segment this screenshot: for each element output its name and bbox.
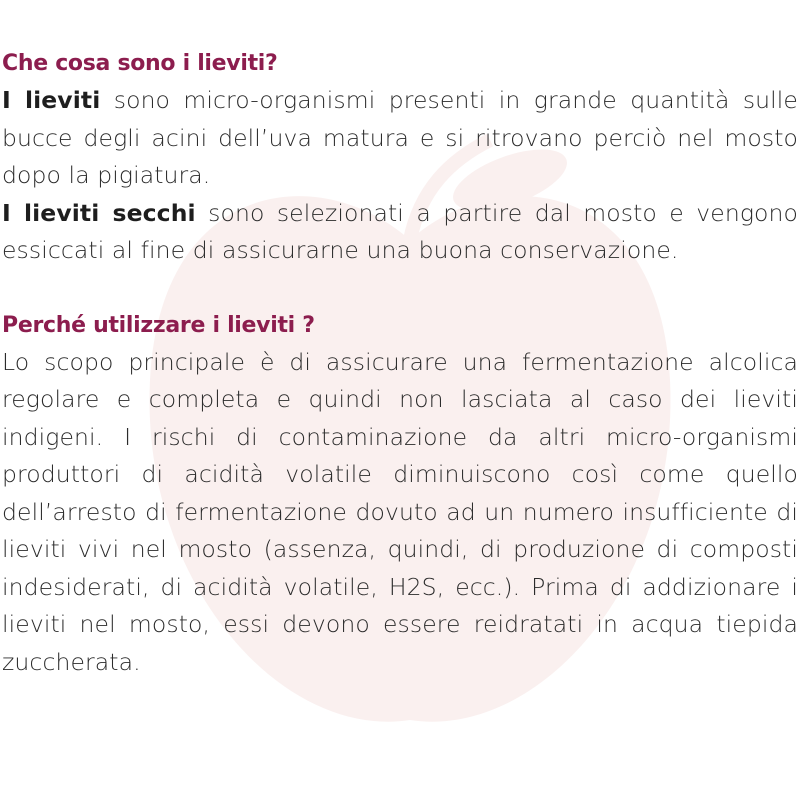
section-spacer [2, 270, 798, 308]
paragraph-dry-yeasts [2, 195, 798, 270]
paragraph-text: Lo scopo principale è di assicurare una fermentazione alcolica regolare e completa e quindi non lasciata al caso dei lieviti indigeni. I rischi di contaminazione da altri micro-organismi produttori di acidità volatile diminuiscono così come quello dell’arresto di fermentazione dovuto ad un numero insufficiente di lieviti vivi nel mosto (assenza, quindi, di produzione di composti indesiderati, di acidità volatile, H2S, ecc.). Prima di addizionare i lieviti nel mosto, essi devono essere reidratati in acqua tiepida zuccherata. [2, 347, 798, 676]
paragraph-why-use-yeasts [2, 344, 798, 682]
section-heading-what-are-yeasts: Che cosa sono i lieviti? [2, 51, 278, 76]
paragraph-text: sono selezionati a partire dal mosto e vengono essiccati al fine di assicurarne una buona conservazione. [2, 198, 798, 264]
section-heading-why-use-yeasts: Perché utilizzare i lieviti ? [2, 312, 315, 338]
article-body [2, 46, 798, 681]
bold-term-dry-yeasts: I lieviti secchi [2, 198, 196, 227]
bold-term-yeasts: I lieviti [2, 86, 101, 114]
paragraph-text: sono micro-organismi presenti in grande quantità sulle bucce degli acini dell’uva matura e si ritrovano perciò nel mosto dopo la pigiatura. [2, 86, 798, 189]
paragraph-yeasts-definition [2, 82, 798, 195]
